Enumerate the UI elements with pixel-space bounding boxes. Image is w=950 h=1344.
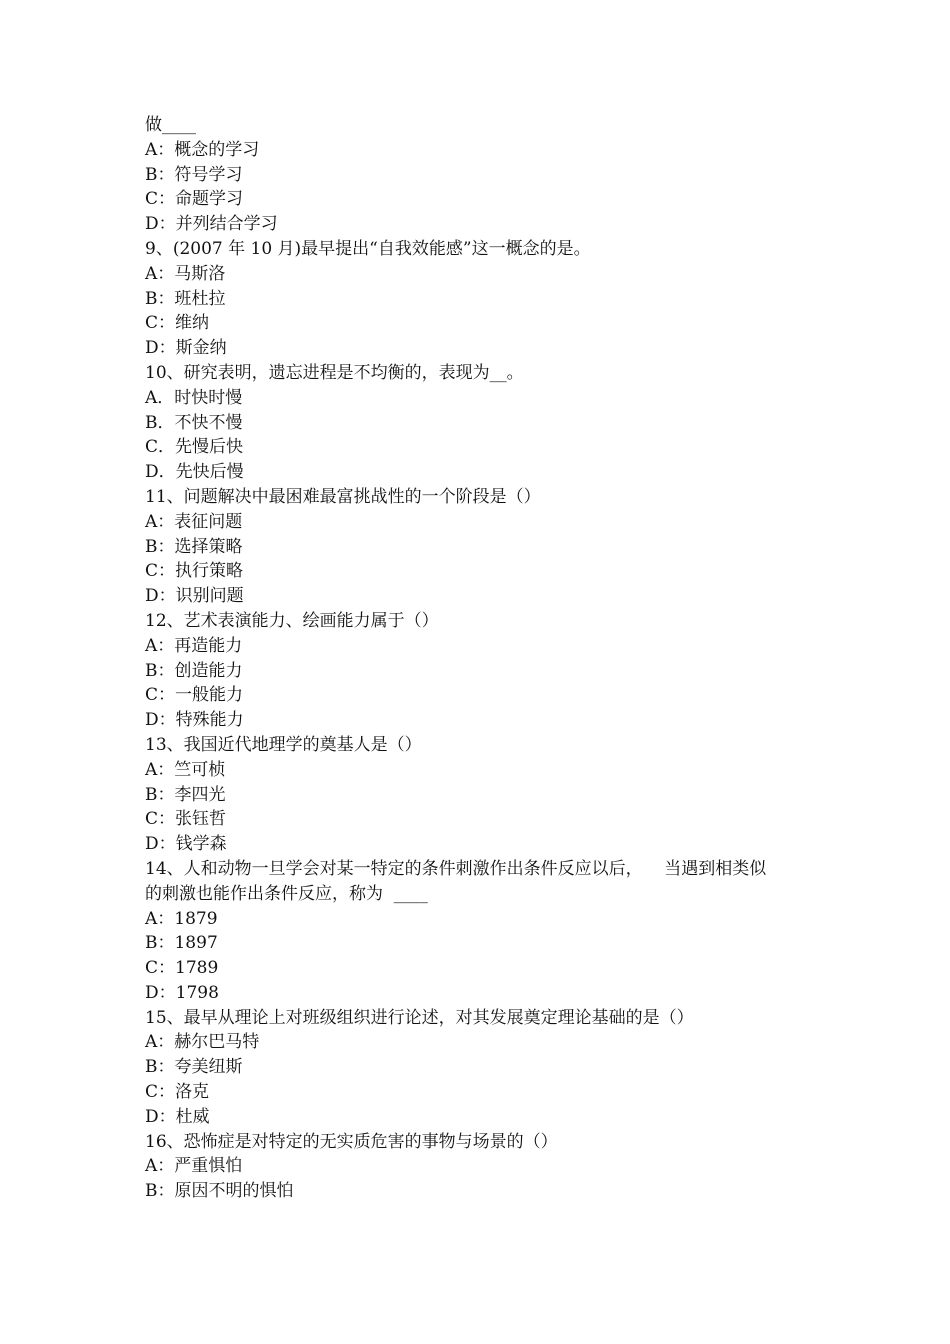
- question-9-option-d: D：斯金纳: [145, 338, 227, 359]
- question-11-option-a: A：表征问题: [145, 511, 243, 532]
- question-11-option-b: B：选择策略: [145, 536, 243, 557]
- question-9-option-c: C：维纳: [145, 313, 210, 334]
- question-8-option-a: A：概念的学习: [145, 139, 260, 160]
- question-8-stem-tail: 做____: [145, 115, 196, 135]
- question-8-option-b: B：符号学习: [145, 164, 243, 185]
- question-15-option-a: A：赫尔巴马特: [145, 1032, 260, 1053]
- question-14-option-b: B：1897: [145, 933, 218, 954]
- question-9-stem: 9、(2007 年 10 月)最早提出“自我效能感”这一概念的是。: [145, 238, 591, 259]
- question-16-option-b: B：原因不明的惧怕: [145, 1181, 294, 1202]
- question-10-option-b: B．不快不慢: [145, 412, 243, 433]
- question-12-stem: 12、艺术表演能力、绘画能力属于（）: [145, 610, 439, 631]
- question-14-option-d: D：1798: [145, 982, 219, 1003]
- question-11-stem: 11、问题解决中最困难最富挑战性的一个阶段是（）: [145, 486, 541, 507]
- question-14-option-a: A：1879: [145, 908, 218, 929]
- question-14-stem-line-1: 14、人和动物一旦学会对某一特定的条件刺激作出条件反应以后， 当遇到相类似: [145, 858, 767, 879]
- question-14-option-c: C：1789: [145, 958, 219, 979]
- question-15-option-b: B：夸美纽斯: [145, 1057, 243, 1078]
- question-10-option-c: C．先慢后快: [145, 437, 244, 458]
- question-8-option-c: C：命题学习: [145, 189, 244, 210]
- question-13-option-b: B：李四光: [145, 784, 226, 805]
- question-16-option-a: A：严重惧怕: [145, 1156, 243, 1177]
- question-15-option-c: C：洛克: [145, 1082, 210, 1103]
- question-11-option-d: D：识别问题: [145, 586, 244, 607]
- question-14-stem-line-2: 的刺激也能作出条件反应，称为 ____: [145, 883, 428, 904]
- question-12-option-b: B：创造能力: [145, 660, 243, 681]
- question-16-stem: 16、恐怖症是对特定的无实质危害的事物与场景的（）: [145, 1131, 558, 1152]
- question-10-option-a: A．时快时慢: [145, 387, 243, 408]
- question-13-option-a: A：竺可桢: [145, 759, 226, 780]
- question-8-option-d: D：并列结合学习: [145, 214, 278, 235]
- question-9-option-a: A：马斯洛: [145, 263, 226, 284]
- document-body: [145, 113, 815, 1204]
- question-12-option-c: C：一般能力: [145, 685, 244, 706]
- question-10-stem: 10、研究表明，遗忘进程是不均衡的，表现为__。: [145, 362, 524, 383]
- question-13-option-d: D：钱学森: [145, 834, 227, 855]
- question-11-option-c: C：执行策略: [145, 561, 244, 582]
- question-13-option-c: C：张钰哲: [145, 809, 227, 830]
- question-13-stem: 13、我国近代地理学的奠基人是（）: [145, 734, 422, 755]
- question-15-stem: 15、最早从理论上对班级组织进行论述，对其发展奠定理论基础的是（）: [145, 1007, 694, 1028]
- question-12-option-a: A：再造能力: [145, 635, 243, 656]
- question-12-option-d: D：特殊能力: [145, 710, 244, 731]
- question-15-option-d: D：杜威: [145, 1106, 210, 1127]
- question-10-option-d: D．先快后慢: [145, 462, 244, 483]
- question-9-option-b: B：班杜拉: [145, 288, 226, 309]
